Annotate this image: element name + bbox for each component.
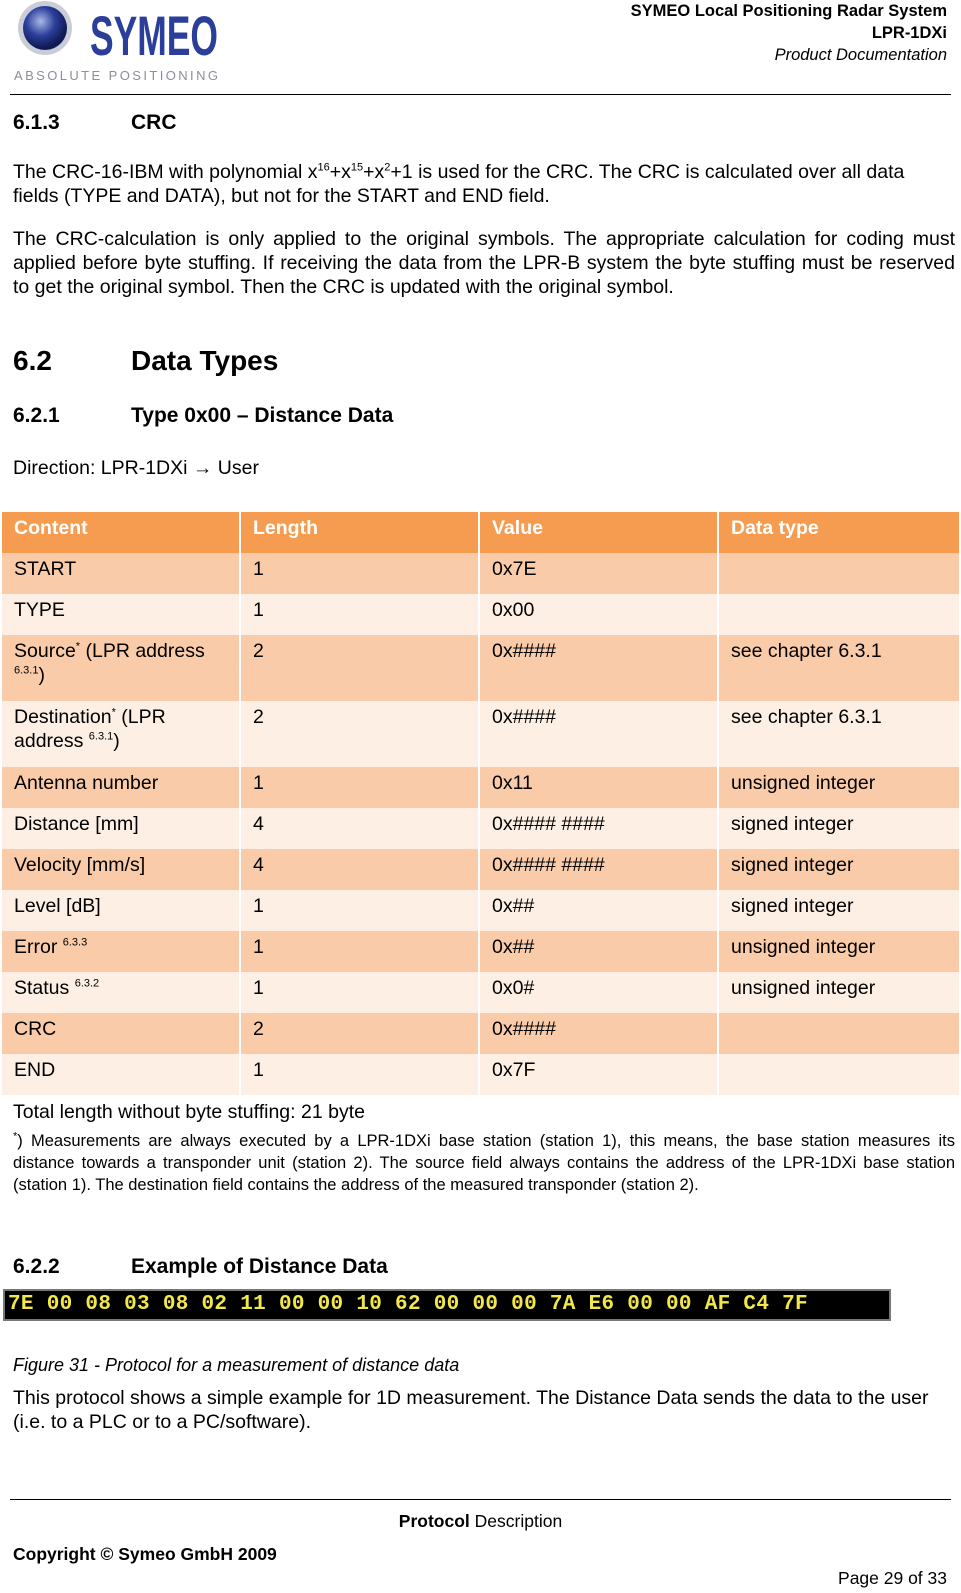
distance-data-table: [2, 512, 959, 1095]
cell-length: 1: [241, 767, 480, 808]
cell-type: [719, 553, 959, 594]
table-row: [2, 767, 959, 808]
cell-type: unsigned integer: [731, 772, 876, 794]
cell-value: 0x##: [480, 931, 719, 972]
cell-type: signed integer: [731, 854, 854, 876]
cell-type: [719, 1013, 959, 1054]
table-row: [2, 553, 959, 594]
cell-value: 0x7F: [480, 1054, 719, 1095]
cell-value: 0x0#: [480, 972, 719, 1013]
table-row: [2, 890, 959, 931]
section-heading-distance-data: 6.2.1 Type 0x00 – Distance Data: [13, 404, 394, 427]
cell-length: 1: [241, 1054, 480, 1095]
cell-content: Source* (LPR address $^{6.3.1}$): [2, 635, 241, 701]
cell-length: 2: [241, 701, 480, 767]
section-heading-data-types: 6.2 Data Types: [13, 345, 279, 376]
total-length-text: Total length without byte stuffing: 21 byte: [13, 1101, 365, 1123]
cell-length: 1: [241, 553, 480, 594]
table-row: [2, 849, 959, 890]
table-row: [2, 594, 959, 635]
footer-page-number: Page 29 of 33: [838, 1568, 947, 1588]
cell-content: Status $^{6.3.2}$: [2, 972, 241, 1013]
cell-length: 4: [241, 849, 480, 890]
table-row: [2, 931, 959, 972]
column-header-length: Length: [241, 512, 480, 553]
cell-value: 0x####: [480, 635, 719, 701]
header-doc-type: Product Documentation: [774, 46, 947, 64]
column-header-value: Value: [480, 512, 719, 553]
column-header-content: Content: [2, 512, 241, 553]
footer-divider: [10, 1499, 951, 1500]
cell-type: signed integer: [731, 895, 854, 917]
cell-content: Level [dB]: [2, 890, 241, 931]
cell-type: [719, 1054, 959, 1095]
cell-length: 1: [241, 890, 480, 931]
cell-content: Error $^{6.3.3}$: [2, 931, 241, 972]
cell-value: 0x00: [480, 594, 719, 635]
cell-value: 0x11: [480, 767, 719, 808]
cell-type: unsigned integer: [731, 936, 876, 958]
table-row: [2, 635, 959, 701]
table-row: [2, 1054, 959, 1095]
cell-value: 0x####: [480, 701, 719, 767]
example-paragraph: This protocol shows a simple example for 1D measurement. The Distance Data sends the data to the user (i.e. to a PLC or to a PC/software).: [13, 1387, 929, 1433]
symeo-logo: [12, 0, 222, 86]
document-header: [631, 0, 947, 66]
cell-type: signed integer: [731, 813, 854, 835]
cell-type: see chapter 6.3.1: [731, 706, 882, 728]
table-row: [2, 1013, 959, 1054]
cell-length: 2: [241, 1013, 480, 1054]
cell-value: 0x#### ####: [480, 849, 719, 890]
column-header-data-type: Data type: [731, 517, 819, 539]
cell-content: Antenna number: [2, 767, 241, 808]
crc-paragraph-2: The CRC-calculation is only applied to the original symbols. The appropriate calculation for coding must applied before byte stuffing. If receiving the data from the LPR-B system the byte stuffing must be reserved to get the original symbol. Then the CRC is updated with the original symbol.: [13, 228, 955, 298]
svg-text:ABSOLUTE POSITIONING: ABSOLUTE POSITIONING: [14, 68, 218, 83]
footer-section: Protocol Description: [398, 1511, 563, 1531]
cell-value: 0x####: [480, 1013, 719, 1054]
table-row: [2, 972, 959, 1013]
section-heading-crc: 6.1.3 CRC: [13, 111, 177, 134]
section-heading-example: 6.2.2 Example of Distance Data: [13, 1255, 388, 1278]
header-divider: [10, 94, 951, 95]
table-header-row: [2, 512, 959, 553]
cell-content: Distance [mm]: [2, 808, 241, 849]
cell-length: 1: [241, 972, 480, 1013]
table-row: [2, 808, 959, 849]
cell-content: TYPE: [2, 594, 241, 635]
cell-content: CRC: [2, 1013, 241, 1054]
cell-type: [719, 594, 959, 635]
cell-content: Velocity [mm/s]: [2, 849, 241, 890]
header-system-name: SYMEO Local Positioning Radar System: [630, 2, 947, 20]
crc-paragraph-1: The CRC-16-IBM with polynomial $x^{16}+x^{15}+x^2+1$ is used for the CRC. The CRC is calculated over all data fields (TYPE and DATA), but not for the START and END field.: [13, 161, 905, 207]
svg-text:SYMEO: SYMEO: [90, 4, 218, 67]
cell-value: 0x7E: [480, 553, 719, 594]
hex-protocol-bar: [3, 1289, 891, 1321]
hex-bytes: 7E 00 08 03 08 02 11 00 00 10 62 00 00 00 7A E6 00 00 AF C4 7F: [8, 1293, 808, 1316]
cell-length: 4: [241, 808, 480, 849]
cell-content: END: [2, 1054, 241, 1095]
cell-content: Destination* (LPR address $^{6.3.1}$): [2, 701, 241, 767]
cell-value: 0x#### ####: [480, 808, 719, 849]
table-row: [2, 701, 959, 767]
measurement-footnote: *) Measurements are always executed by a LPR-1DXi base station (station 1), this means, the base station measures its distance towards a transponder unit (station 2). The source field always contains the address of the LPR-1DXi base station (station 1). The destination field contains the address of the measured transponder (station 2).: [13, 1130, 955, 1194]
direction-text: Direction: LPR-1DXi → User: [13, 457, 259, 479]
cell-value: 0x##: [480, 890, 719, 931]
cell-type: see chapter 6.3.1: [731, 640, 882, 662]
footer-copyright: Copyright © Symeo GmbH 2009: [13, 1544, 277, 1564]
cell-length: 2: [241, 635, 480, 701]
cell-type: unsigned integer: [731, 977, 876, 999]
cell-length: 1: [241, 594, 480, 635]
figure-caption: Figure 31 - Protocol for a measurement of distance data: [13, 1355, 460, 1375]
cell-content: START: [2, 553, 241, 594]
cell-length: 1: [241, 931, 480, 972]
header-product: LPR-1DXi: [871, 24, 947, 42]
